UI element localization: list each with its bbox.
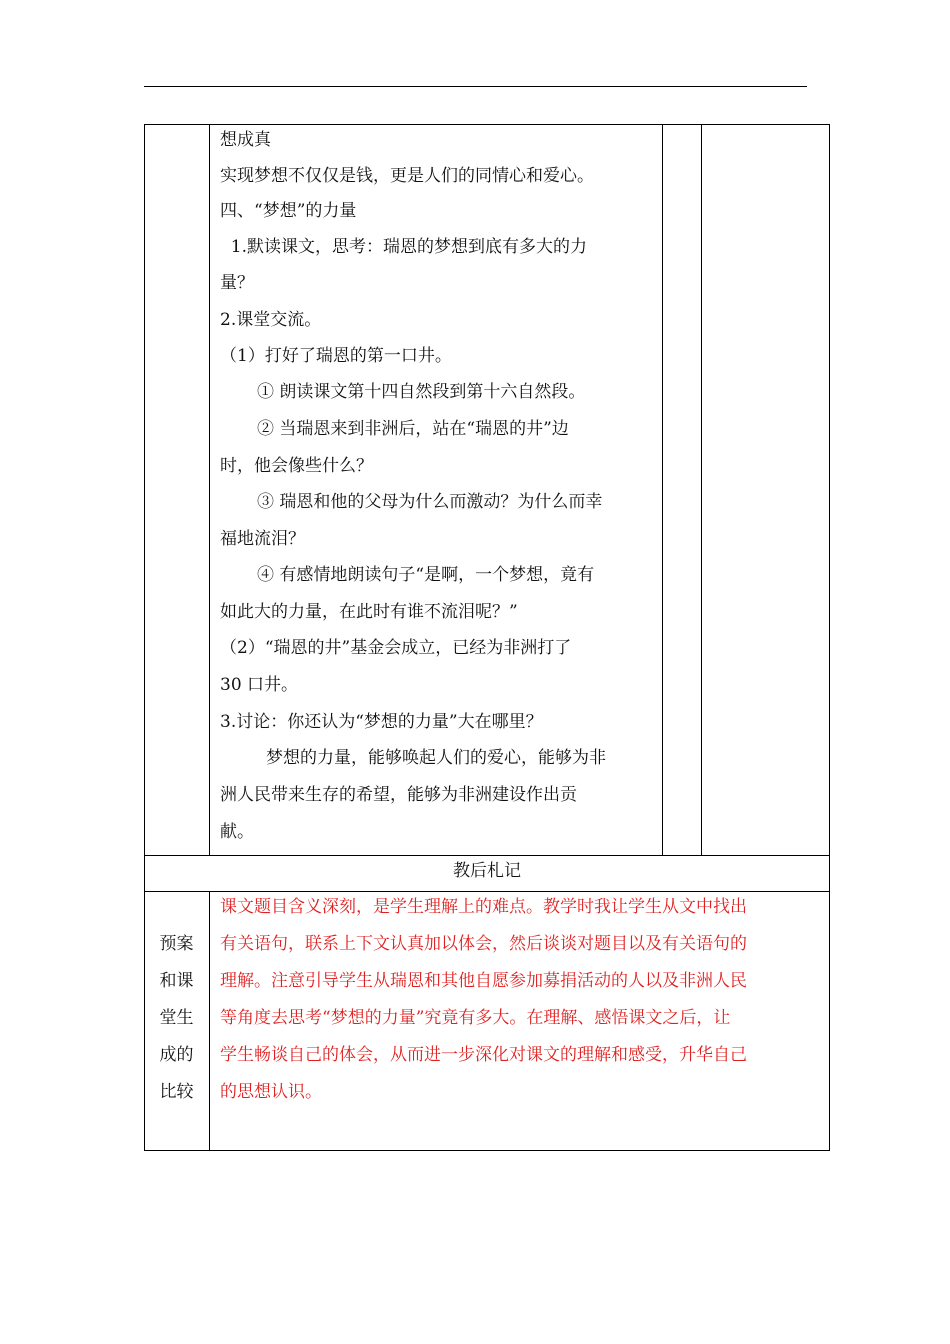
col-divider-2 (662, 124, 663, 855)
col-divider-1 (209, 124, 210, 855)
lesson-line: 30 口井。 (220, 675, 299, 695)
reflection-line: 课文题目含义深刻，是学生理解上的难点。教学时我让学生从文中找出 (220, 897, 747, 917)
col-divider-lower (209, 891, 210, 1151)
col-divider-3 (701, 124, 702, 855)
lesson-line: 3.讨论：你还认为“梦想的力量”大在哪里？ (220, 712, 543, 732)
reflection-line: 学生畅谈自己的体会，从而进一步深化对课文的理解和感受，升华自己 (220, 1045, 747, 1065)
lesson-line: （2）“瑞恩的井”基金会成立，已经为非洲打了 (220, 638, 572, 658)
row-divider-notes-bottom (144, 891, 830, 892)
lesson-line: 量？ (220, 273, 254, 293)
lesson-line: ① 朗读课文第十四自然段到第十六自然段。 (257, 382, 586, 402)
reflection-line: 的思想认识。 (220, 1082, 322, 1102)
lesson-line: 梦想的力量，能够唤起人们的爱心，能够为非 (266, 748, 606, 768)
compare-label-line: 堂生 (159, 1008, 194, 1028)
lesson-line: 时，他会像些什么？ (220, 456, 373, 476)
notes-header: 教后札记 (453, 861, 521, 881)
row-divider-notes-top (144, 855, 830, 856)
lesson-line: 献。 (220, 822, 254, 842)
reflection-line: 等角度去思考“梦想的力量”究竟有多大。在理解、感悟课文之后，让 (220, 1008, 731, 1028)
lesson-line: 2.课堂交流。 (220, 310, 322, 330)
lesson-line: 实现梦想不仅仅是钱，更是人们的同情心和爱心。 (220, 166, 594, 186)
lesson-line: 四、“梦想”的力量 (220, 201, 357, 221)
lesson-line: ④ 有感情地朗读句子“是啊，一个梦想，竟有 (257, 565, 595, 585)
lesson-line: 想成真 (220, 130, 271, 150)
compare-label-line: 和课 (159, 971, 194, 991)
lesson-line: ③ 瑞恩和他的父母为什么而激动？为什么而幸 (257, 492, 603, 512)
compare-label-line: 预案 (159, 934, 194, 954)
reflection-line: 有关语句，联系上下文认真加以体会，然后谈谈对题目以及有关语句的 (220, 934, 747, 954)
compare-label-line: 比较 (159, 1082, 194, 1102)
lesson-line: 如此大的力量，在此时有谁不流泪呢？” (220, 602, 518, 622)
compare-label-line: 成的 (159, 1045, 194, 1065)
lesson-line: 1.默读课文，思考：瑞恩的梦想到底有多大的力 (220, 237, 588, 257)
lesson-line: 福地流泪？ (220, 529, 305, 549)
reflection-line: 理解。注意引导学生从瑞恩和其他自愿参加募捐活动的人以及非洲人民 (220, 971, 747, 991)
lesson-line: （1）打好了瑞恩的第一口井。 (220, 346, 452, 366)
lesson-line: 洲人民带来生存的希望，能够为非洲建设作出贡 (220, 785, 577, 805)
header-rule (144, 86, 807, 87)
lesson-line: ② 当瑞恩来到非洲后，站在“瑞恩的井”边 (257, 419, 569, 439)
